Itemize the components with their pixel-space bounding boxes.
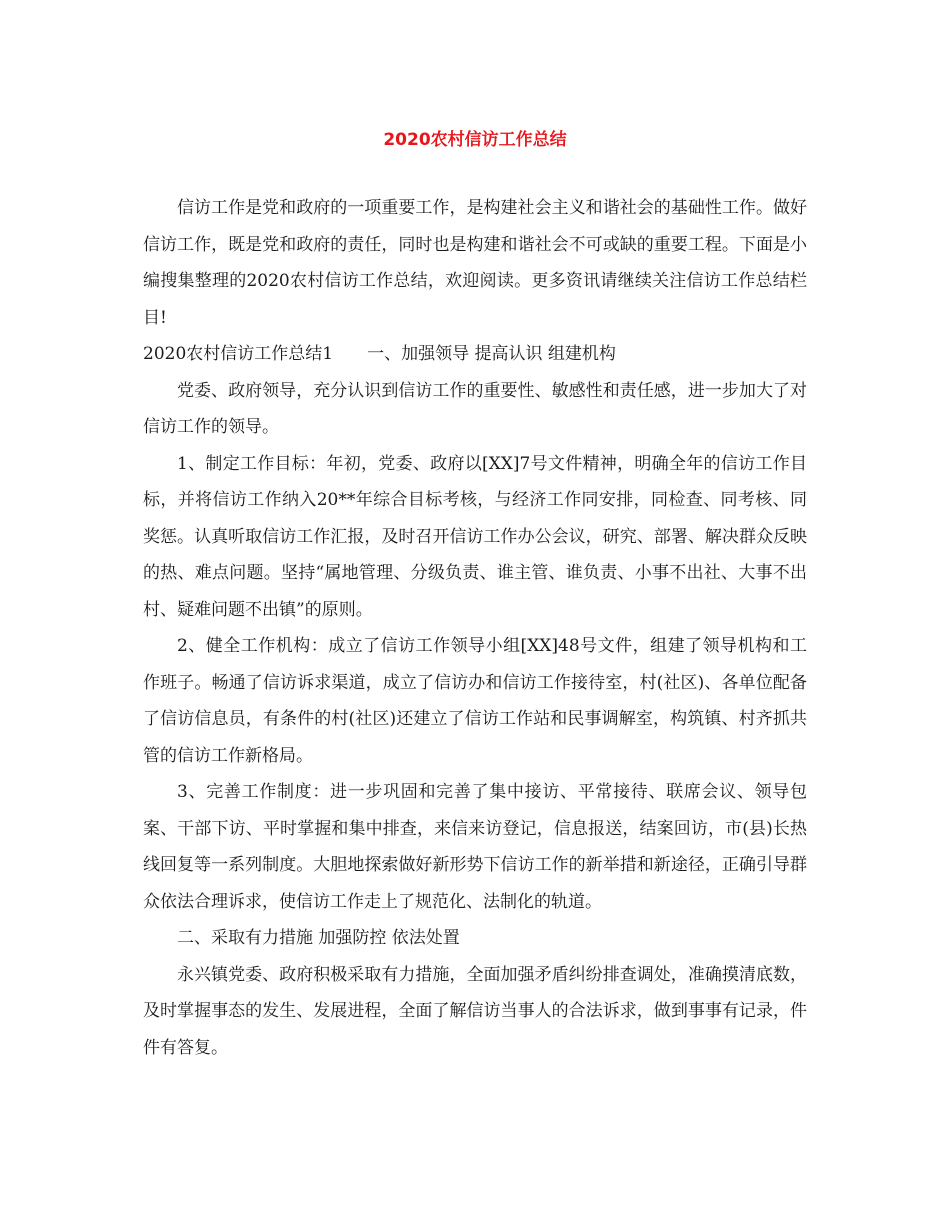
- item3-paragraph: 3、完善工作制度：进一步巩固和完善了集中接访、平常接待、联席会议、领导包案、干部下访、平时掌握和集中排查，来信来访登记，信息报送，结案回访，市(县)长热线回复等一系列制度。大胆地探索做好新形势下信访工作的新举措和新途径，正确引导群众依法合理诉求，使信访工作走上了规范化、法制化的轨道。: [143, 782, 807, 912]
- section2-intro-paragraph: 永兴镇党委、政府积极采取有力措施，全面加强矛盾纠纷排查调处，准确摸清底数，及时掌握事态的发生、发展进程，全面了解信访当事人的合法诉求，做到事事有记录，件件有答复。: [143, 964, 807, 1058]
- section2-heading: 二、采取有力措施 加强防控 依法处置: [177, 928, 460, 948]
- section1-intro-paragraph: 党委、政府领导，充分认识到信访工作的重要性、敏感性和责任感，进一步加大了对信访工作的领导。: [143, 380, 807, 437]
- intro-paragraph: 信访工作是党和政府的一项重要工作，是构建社会主义和谐社会的基础性工作。做好信访工作，既是党和政府的责任，同时也是构建和谐社会不可或缺的重要工程。下面是小编搜集整理的2020农村信访工作总结，欢迎阅读。更多资讯请继续关注信访工作总结栏目!: [143, 198, 807, 328]
- item2-paragraph: 2、健全工作机构：成立了信访工作领导小组[XX]48号文件，组建了领导机构和工作班子。畅通了信访诉求渠道，成立了信访办和信访工作接待室，村(社区)、各单位配备了信访信息员，有条件的村(社区)还建立了信访工作站和民事调解室，构筑镇、村齐抓共管的信访工作新格局。: [143, 636, 807, 766]
- subtitle-text: 2020农村信访工作总结1: [143, 344, 334, 364]
- document-body: [143, 190, 807, 1066]
- subtitle-line: [143, 336, 807, 373]
- item1-paragraph: 1、制定工作目标：年初，党委、政府以[XX]7号文件精神，明确全年的信访工作目标，并将信访工作纳入20**年综合目标考核，与经济工作同安排，同检查、同考核、同奖惩。认真听取信访工作汇报，及时召开信访工作办公会议，研究、部署、解决群众反映的热、难点问题。坚持“属地管理、分级负责、谁主管、谁负责、小事不出社、大事不出村、疑难问题不出镇”的原则。: [143, 453, 807, 620]
- document-title: 2020农村信访工作总结: [383, 130, 567, 150]
- section1-heading: 一、加强领导 提高认识 组建机构: [367, 344, 616, 364]
